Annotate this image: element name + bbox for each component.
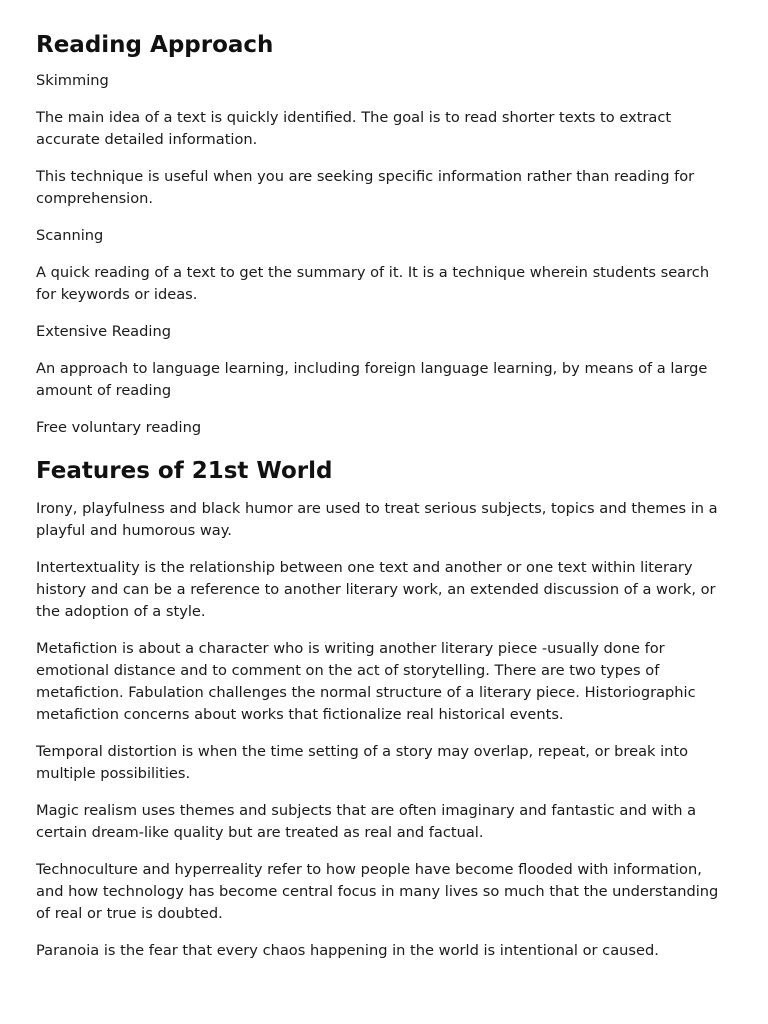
paragraph: An approach to language learning, including foreign language learning, by means of a large amount of reading [36,360,708,399]
paragraph: The main idea of a text is quickly identified. The goal is to read shorter texts to extract accurate detailed information. [36,109,672,148]
section-title-reading-approach: Reading Approach [36,32,274,58]
paragraph: Scanning [36,227,104,244]
paragraph: Irony, playfulness and black humor are used to treat serious subjects, topics and themes in a playful and humorous way. [36,500,718,539]
paragraph: Intertextuality is the relationship between one text and another or one text within literary history and can be a reference to another literary work, an extended discussion of a work, or the adoption of a style. [36,559,716,620]
paragraph: Skimming [36,72,109,89]
paragraph: Free voluntary reading [36,419,202,436]
paragraph: Magic realism uses themes and subjects that are often imaginary and fantastic and with a certain dream-like quality but are treated as real and factual. [36,802,697,841]
section-title-features: Features of 21st World [36,458,333,484]
paragraph: Temporal distortion is when the time setting of a story may overlap, repeat, or break into multiple possibilities. [36,743,689,782]
paragraph: A quick reading of a text to get the summary of it. It is a technique wherein students search for keywords or ideas. [36,264,710,303]
paragraph: Technoculture and hyperreality refer to how people have become flooded with information, and how technology has become central focus in many lives so much that the understanding of real or true is doubted. [36,861,719,922]
paragraph: This technique is useful when you are seeking specific information rather than reading for comprehension. [36,168,695,207]
paragraph: Metafiction is about a character who is writing another literary piece -usually done for emotional distance and to comment on the act of storytelling. There are two types of metafiction. Fabulation challenges the normal structure of a literary piece. Historiographic metafiction concerns about works that fictionalize real historical events. [36,640,696,723]
paragraph: Paranoia is the fear that every chaos happening in the world is intentional or caused. [36,942,659,959]
paragraph: Extensive Reading [36,323,171,340]
